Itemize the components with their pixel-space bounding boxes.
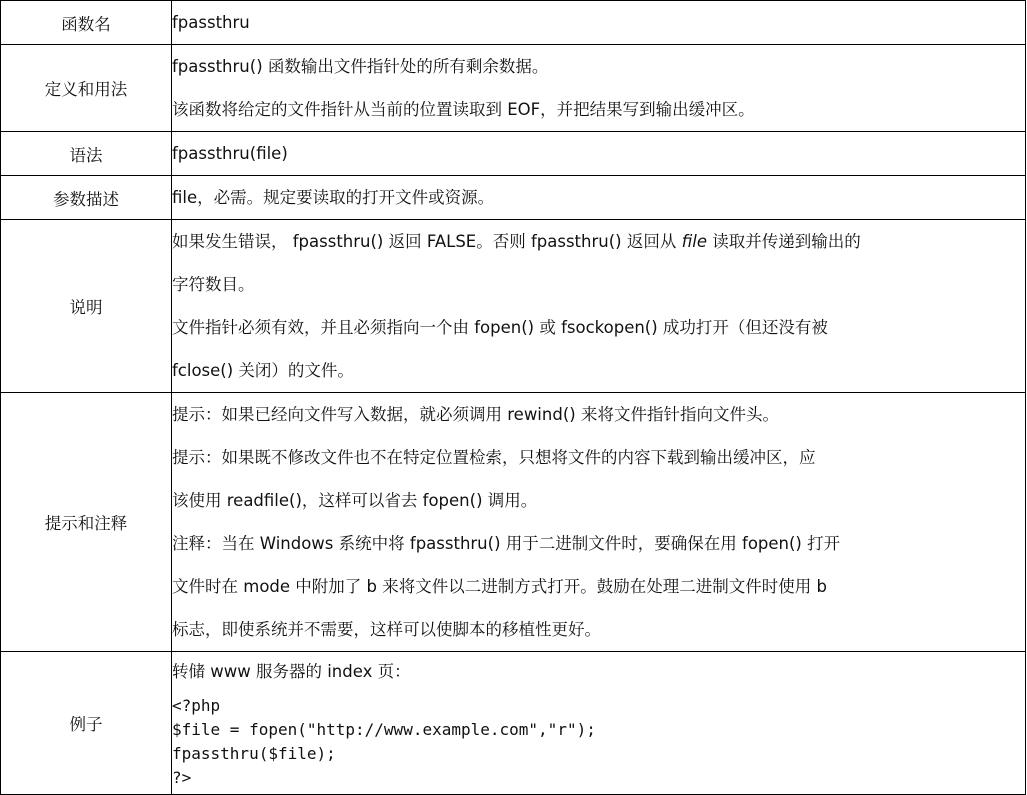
row-example xyxy=(1,652,1026,795)
example-intro: 转储 www 服务器的 index 页： xyxy=(172,662,411,681)
definition-line-1: fpassthru() 函数输出文件指针处的所有剩余数据。 xyxy=(172,57,549,76)
example-code-block xyxy=(172,692,1025,794)
description-line-2: 字符数目。 xyxy=(172,275,255,294)
label-description: 说明 xyxy=(1,220,172,393)
row-function-name xyxy=(1,1,1026,45)
content-description xyxy=(172,220,1026,393)
label-syntax: 语法 xyxy=(1,132,172,176)
description-line-1 xyxy=(172,220,1025,263)
example-code: <?php $file = fopen("http://www.example.com","r"); fpassthru($file); ?> xyxy=(172,696,596,787)
label-example: 例子 xyxy=(1,652,172,795)
note-line-2: 文件时在 mode 中附加了 b 来将文件以二进制方式打开。鼓励在处理二进制文件时使用 b xyxy=(172,577,827,596)
content-function-name xyxy=(172,1,1026,45)
label-parameters: 参数描述 xyxy=(1,176,172,220)
content-tips-notes xyxy=(172,393,1026,652)
row-parameters xyxy=(1,176,1026,220)
label-tips-notes: 提示和注释 xyxy=(1,393,172,652)
tip-1-line-1: 提示：如果已经向文件写入数据，就必须调用 rewind() 来将文件指针指向文件头。 xyxy=(172,405,779,424)
content-parameters xyxy=(172,176,1026,220)
parameters-text: file，必需。规定要读取的打开文件或资源。 xyxy=(172,188,495,207)
description-line-4: fclose() 关闭）的文件。 xyxy=(172,361,354,380)
note-line-3: 标志，即使系统并不需要，这样可以使脚本的移植性更好。 xyxy=(172,620,601,639)
content-definition xyxy=(172,45,1026,132)
description-text-b: 读取并传递到输出的 xyxy=(707,232,861,251)
row-syntax xyxy=(1,132,1026,176)
content-example xyxy=(172,652,1026,795)
description-file-emphasis: file xyxy=(681,232,707,251)
description-text-a: 如果发生错误， fpassthru() 返回 FALSE。否则 fpassthru() 返回从 xyxy=(172,232,682,251)
note-line-1: 注释：当在 Windows 系统中将 fpassthru() 用于二进制文件时，要确保在用 fopen() 打开 xyxy=(172,534,841,553)
content-syntax xyxy=(172,132,1026,176)
label-function-name: 函数名 xyxy=(1,1,172,45)
row-description xyxy=(1,220,1026,393)
syntax-text: fpassthru(file) xyxy=(172,144,288,163)
definition-line-2: 该函数将给定的文件指针从当前的位置读取到 EOF，并把结果写到输出缓冲区。 xyxy=(172,100,755,119)
row-tips-notes xyxy=(1,393,1026,652)
tip-2-line-2: 该使用 readfile()，这样可以省去 fopen() 调用。 xyxy=(172,491,538,510)
description-line-3: 文件指针必须有效，并且必须指向一个由 fopen() 或 fsockopen() 成功打开（但还没有被 xyxy=(172,318,828,337)
label-definition: 定义和用法 xyxy=(1,45,172,132)
tip-2-line-1: 提示：如果既不修改文件也不在特定位置检索，只想将文件的内容下载到输出缓冲区，应 xyxy=(172,448,816,467)
function-name-text: fpassthru xyxy=(172,13,250,32)
row-definition xyxy=(1,45,1026,132)
